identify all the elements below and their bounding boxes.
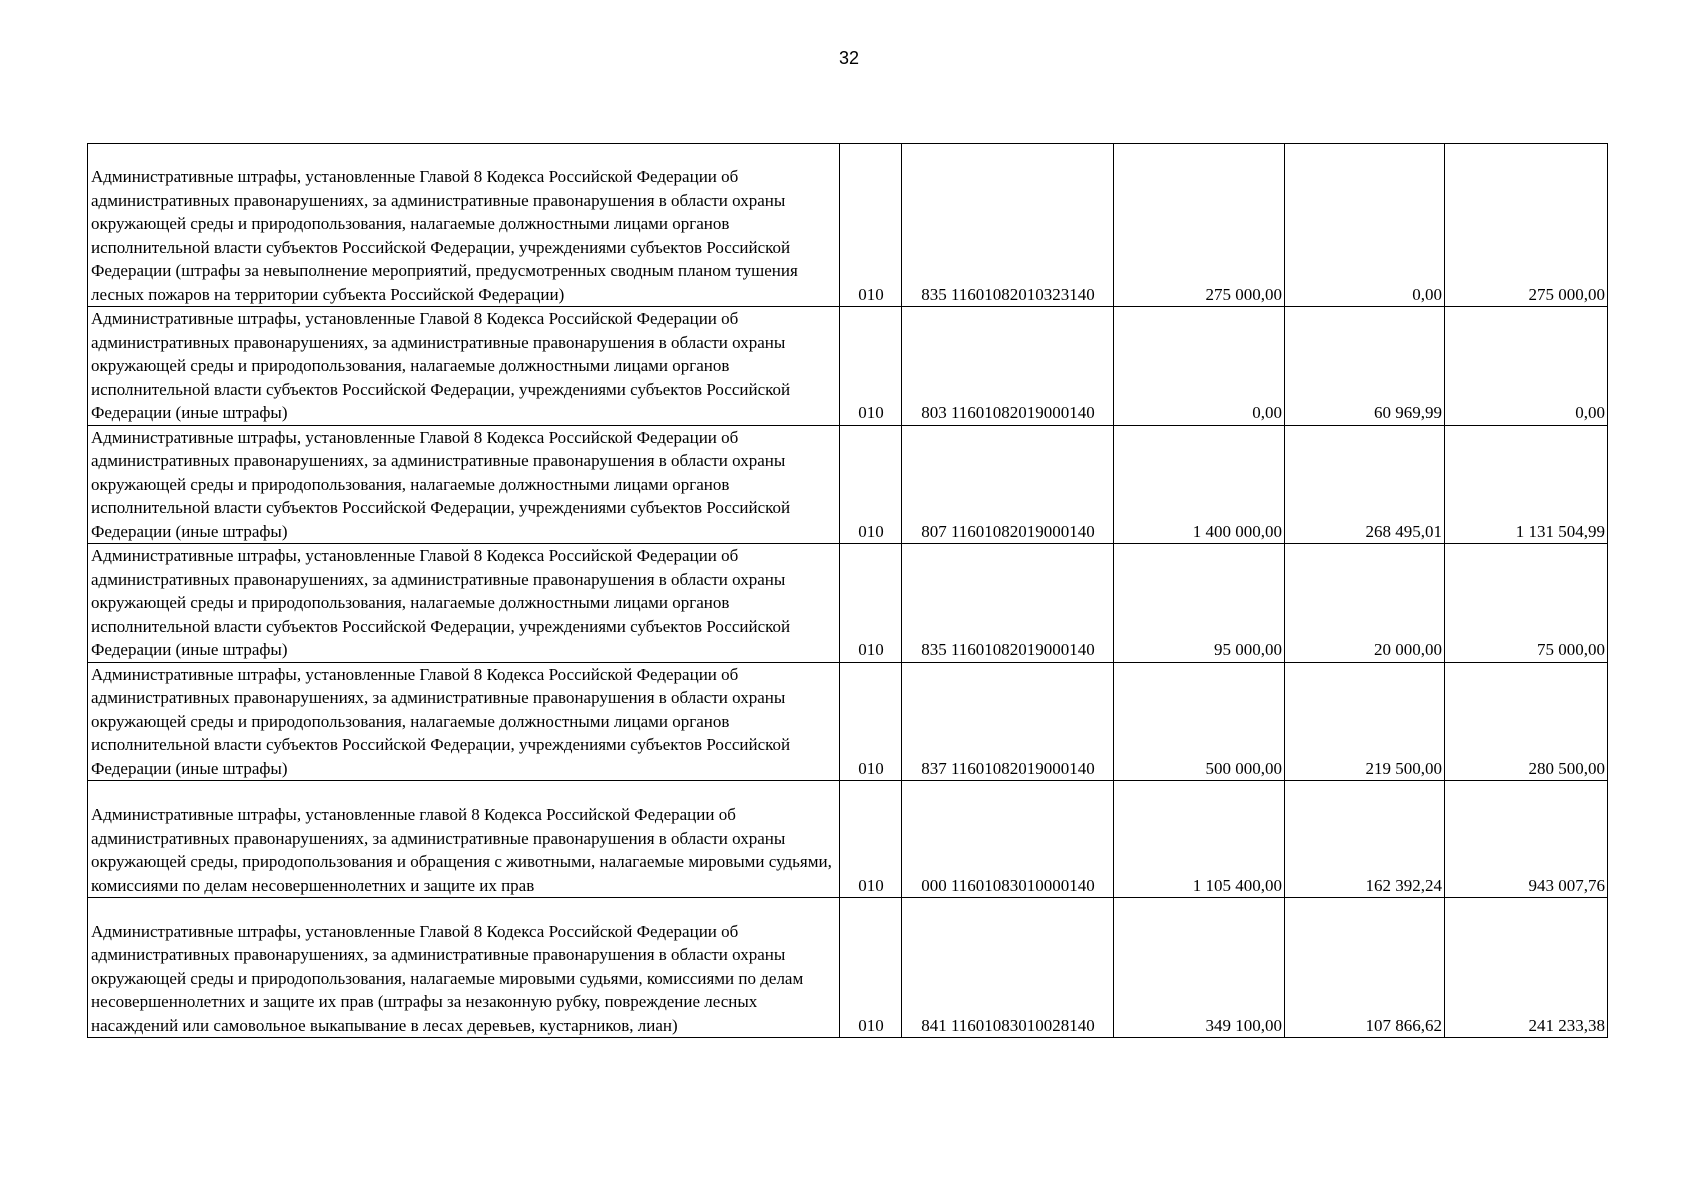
table-row bbox=[88, 307, 1608, 426]
row-budget-code: 837 11601082019000140 bbox=[902, 662, 1114, 781]
row-line-code: 010 bbox=[840, 307, 902, 426]
row-plan-amount: 1 105 400,00 bbox=[1114, 781, 1285, 898]
budget-table bbox=[87, 143, 1608, 1038]
row-plan-amount: 349 100,00 bbox=[1114, 898, 1285, 1038]
row-plan-amount: 275 000,00 bbox=[1114, 144, 1285, 307]
row-executed-amount: 20 000,00 bbox=[1285, 544, 1445, 663]
row-name: Административные штрафы, установленные Главой 8 Кодекса Российской Федерации об административных правонарушениях, за административные правонарушения в области охраны окружающей среды и природопользования, налагаемые должностными лицами органов исполнительной власти субъектов Российской Федерации, учреждениями субъектов Российской Федерации (иные штрафы) bbox=[88, 425, 840, 544]
row-line-code: 010 bbox=[840, 781, 902, 898]
row-name: Административные штрафы, установленные Главой 8 Кодекса Российской Федерации об административных правонарушениях, за административные правонарушения в области охраны окружающей среды и природопользования, налагаемые должностными лицами органов исполнительной власти субъектов Российской Федерации, учреждениями субъектов Российской Федерации (иные штрафы) bbox=[88, 544, 840, 663]
row-remainder-amount: 275 000,00 bbox=[1445, 144, 1608, 307]
row-budget-code: 807 11601082019000140 bbox=[902, 425, 1114, 544]
row-budget-code: 835 11601082019000140 bbox=[902, 544, 1114, 663]
table-row bbox=[88, 662, 1608, 781]
row-executed-amount: 162 392,24 bbox=[1285, 781, 1445, 898]
row-remainder-amount: 241 233,38 bbox=[1445, 898, 1608, 1038]
row-line-code: 010 bbox=[840, 425, 902, 544]
row-name: Административные штрафы, установленные Главой 8 Кодекса Российской Федерации об административных правонарушениях, за административные правонарушения в области охраны окружающей среды и природопользования, налагаемые мировыми судьями, комиссиями по делам несовершеннолетних и защите их прав (штрафы за незаконную рубку, повреждение лесных насаждений или самовольное выкапывание в лесах деревьев, кустарников, лиан) bbox=[88, 898, 840, 1038]
row-line-code: 010 bbox=[840, 144, 902, 307]
row-line-code: 010 bbox=[840, 662, 902, 781]
row-executed-amount: 0,00 bbox=[1285, 144, 1445, 307]
row-executed-amount: 107 866,62 bbox=[1285, 898, 1445, 1038]
row-budget-code: 841 11601083010028140 bbox=[902, 898, 1114, 1038]
row-line-code: 010 bbox=[840, 544, 902, 663]
table-row bbox=[88, 544, 1608, 663]
row-line-code: 010 bbox=[840, 898, 902, 1038]
row-budget-code: 835 11601082010323140 bbox=[902, 144, 1114, 307]
table-row bbox=[88, 898, 1608, 1038]
row-budget-code: 000 11601083010000140 bbox=[902, 781, 1114, 898]
row-plan-amount: 0,00 bbox=[1114, 307, 1285, 426]
table-row bbox=[88, 144, 1608, 307]
row-remainder-amount: 943 007,76 bbox=[1445, 781, 1608, 898]
row-plan-amount: 1 400 000,00 bbox=[1114, 425, 1285, 544]
row-budget-code: 803 11601082019000140 bbox=[902, 307, 1114, 426]
row-remainder-amount: 1 131 504,99 bbox=[1445, 425, 1608, 544]
row-name: Административные штрафы, установленные Главой 8 Кодекса Российской Федерации об административных правонарушениях, за административные правонарушения в области охраны окружающей среды и природопользования, налагаемые должностными лицами органов исполнительной власти субъектов Российской Федерации, учреждениями субъектов Российской Федерации (штрафы за невыполнение мероприятий, предусмотренных сводным планом тушения лесных пожаров на территории субъекта Российской Федерации) bbox=[88, 144, 840, 307]
row-plan-amount: 500 000,00 bbox=[1114, 662, 1285, 781]
row-executed-amount: 219 500,00 bbox=[1285, 662, 1445, 781]
row-name: Административные штрафы, установленные Главой 8 Кодекса Российской Федерации об административных правонарушениях, за административные правонарушения в области охраны окружающей среды и природопользования, налагаемые должностными лицами органов исполнительной власти субъектов Российской Федерации, учреждениями субъектов Российской Федерации (иные штрафы) bbox=[88, 662, 840, 781]
row-remainder-amount: 0,00 bbox=[1445, 307, 1608, 426]
page-number: 32 bbox=[838, 48, 860, 68]
row-executed-amount: 60 969,99 bbox=[1285, 307, 1445, 426]
row-remainder-amount: 75 000,00 bbox=[1445, 544, 1608, 663]
table-row bbox=[88, 425, 1608, 544]
row-plan-amount: 95 000,00 bbox=[1114, 544, 1285, 663]
row-name: Административные штрафы, установленные Главой 8 Кодекса Российской Федерации об административных правонарушениях, за административные правонарушения в области охраны окружающей среды и природопользования, налагаемые должностными лицами органов исполнительной власти субъектов Российской Федерации, учреждениями субъектов Российской Федерации (иные штрафы) bbox=[88, 307, 840, 426]
row-name: Административные штрафы, установленные главой 8 Кодекса Российской Федерации об административных правонарушениях, за административные правонарушения в области охраны окружающей среды, природопользования и обращения с животными, налагаемые мировыми судьями, комиссиями по делам несовершеннолетних и защите их прав bbox=[88, 781, 840, 898]
row-executed-amount: 268 495,01 bbox=[1285, 425, 1445, 544]
table-row bbox=[88, 781, 1608, 898]
row-remainder-amount: 280 500,00 bbox=[1445, 662, 1608, 781]
